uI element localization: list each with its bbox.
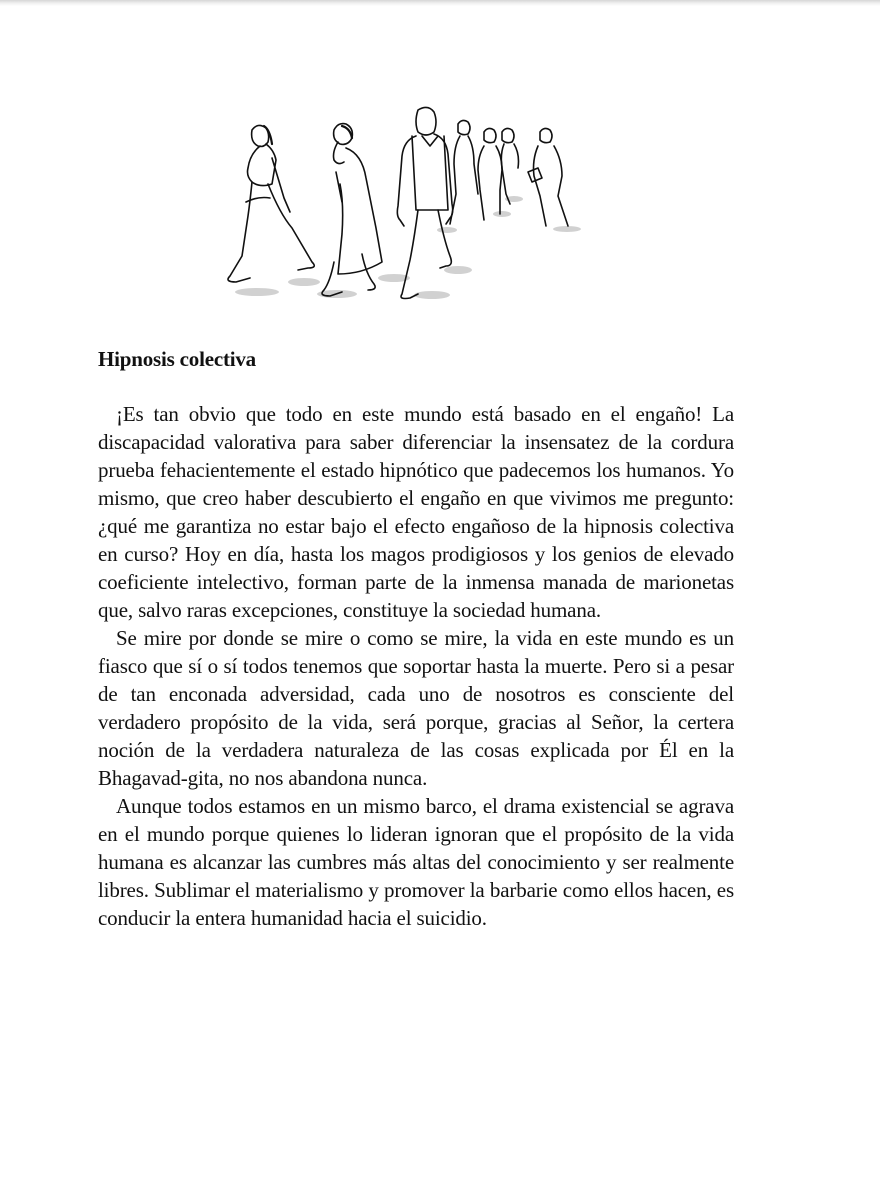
walking-crowd-illustration: [222, 102, 592, 307]
paragraph-3: Aunque todos estamos en un mismo barco, el drama existencial se agrava en el mundo porque quienes lo lideran ignoran que el propósito de la vida humana es alcanzar las cumbres más altas del conocimiento y ser realmente libres. Sublimar el materialismo y promover la barbarie como ellos hacen, es conducir la entera humanidad hacia el suicidio.: [98, 794, 734, 930]
paragraph-2: Se mire por donde se mire o como se mire, la vida en este mundo es un fiasco que sí o sí todos tenemos que soportar hasta la muerte. Pero si a pesar de tan enconada adversidad, cada uno de nosotros es consciente del verdadero propósito de la vida, será porque, gracias al Señor, la certera noción de la verdadera naturaleza de las cosas explicada por Él en la Bhagavad-gita, no nos abandona nunca.: [98, 626, 734, 790]
walking-people-icon: [222, 102, 592, 307]
paragraph-1: ¡Es tan obvio que todo en este mundo está basado en el engaño! La discapacidad valorativa para saber diferenciar la insensatez de la cordura prueba fehacientemente el estado hipnótico que padecemos los humanos. Yo mismo, que creo haber descubierto el engaño en que vivimos me pregunto: ¿qué me garantiza no estar bajo el efecto engañoso de la hipnosis colectiva en curso? Hoy en día, hasta los magos prodigiosos y los genios de elevado coeficiente intelectivo, forman parte de la inmensa manada de marionetas que, salvo raras excepciones, constituye la sociedad humana.: [98, 402, 734, 622]
section-heading: Hipnosis colectiva: [98, 347, 256, 371]
page-top-edge: [0, 0, 880, 6]
body-text: [98, 400, 734, 932]
